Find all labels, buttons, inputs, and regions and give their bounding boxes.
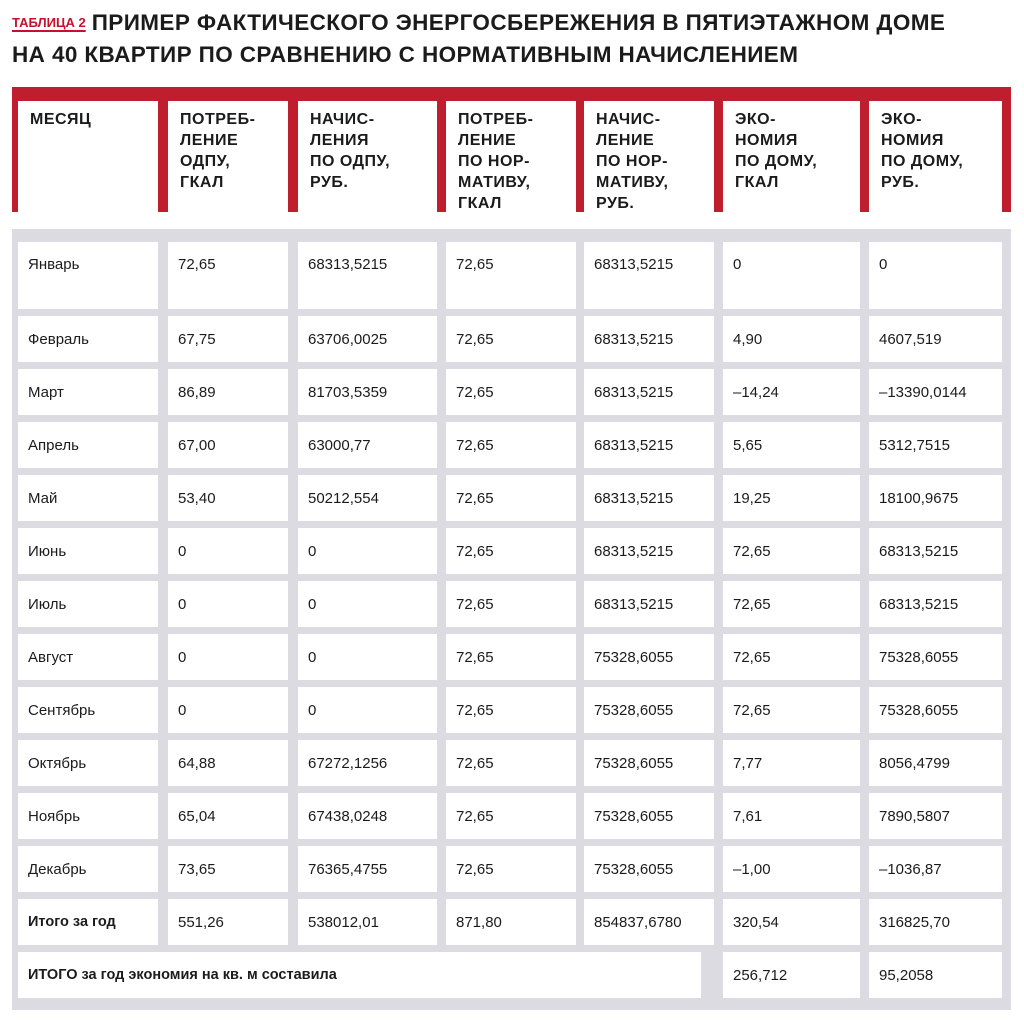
cell-text: 67272,1256 <box>308 755 388 772</box>
cell-text: 72,65 <box>733 649 771 666</box>
cell-text: 0 <box>178 649 187 666</box>
cell-text: 75328,6055 <box>879 702 959 719</box>
cell-text: 0 <box>879 256 888 273</box>
cell-text: 75328,6055 <box>594 808 674 825</box>
cell-text: 72,65 <box>456 755 494 772</box>
column-header-odpu-rub: НАЧИС- ЛЕНИЯ ПО ОДПУ, РУБ. <box>298 101 437 212</box>
table-cell-odpu-rub <box>298 846 437 892</box>
cell-text: Февраль <box>28 331 89 348</box>
table-cell-month <box>18 793 158 839</box>
column-header-saving-gcal: ЭКО- НОМИЯ ПО ДОМУ, ГКАЛ <box>723 101 860 212</box>
table-cell-norm-rub <box>584 687 714 733</box>
table-cell-norm-gcal <box>446 316 576 362</box>
table-cell-saving-gcal <box>723 528 860 574</box>
table-cell-odpu-gcal <box>168 687 288 733</box>
cell-text: 72,65 <box>733 702 771 719</box>
table-cell-saving-rub <box>869 422 1002 468</box>
cell-text: 5312,7515 <box>879 437 950 454</box>
cell-text: 75328,6055 <box>594 861 674 878</box>
summary-label <box>18 952 701 998</box>
title-text-1: ПРИМЕР ФАКТИЧЕСКОГО ЭНЕРГОСБЕРЕЖЕНИЯ В ПЯТИЭТАЖНОМ ДОМЕ <box>91 10 946 35</box>
cell-text: 67438,0248 <box>308 808 388 825</box>
cell-text: Август <box>28 649 74 666</box>
table-cell-saving-gcal <box>723 369 860 415</box>
cell-text: 72,65 <box>456 331 494 348</box>
table-cell-odpu-gcal <box>168 422 288 468</box>
cell-text: 871,80 <box>456 914 502 931</box>
table-cell-odpu-gcal <box>168 740 288 786</box>
cell-text: 0 <box>178 543 187 560</box>
cell-text: 4,90 <box>733 331 763 348</box>
cell-text: 4607,519 <box>879 331 942 348</box>
table-cell-saving-rub <box>869 369 1002 415</box>
table-cell-norm-rub <box>584 316 714 362</box>
table-cell-saving-rub <box>869 528 1002 574</box>
table-cell-norm-gcal <box>446 422 576 468</box>
cell-text: 8056,4799 <box>879 755 950 772</box>
table-cell-odpu-gcal <box>168 846 288 892</box>
table-cell-odpu-rub <box>298 581 437 627</box>
cell-text: 75328,6055 <box>594 755 674 772</box>
total-cell-saving-gcal <box>723 899 860 945</box>
cell-text: 72,65 <box>456 596 494 613</box>
cell-text: 86,89 <box>178 384 216 401</box>
column-header-odpu-gcal: ПОТРЕБ- ЛЕНИЕ ОДПУ, ГКАЛ <box>168 101 288 212</box>
cell-text: 0 <box>308 596 317 613</box>
table-label: ТАБЛИЦА 2 <box>12 15 86 30</box>
cell-text: 19,25 <box>733 490 771 507</box>
table-cell-saving-rub <box>869 475 1002 521</box>
table-cell-odpu-gcal <box>168 475 288 521</box>
cell-text: 81703,5359 <box>308 384 388 401</box>
cell-text: Январь <box>28 256 80 273</box>
cell-text: 95,2058 <box>879 967 934 984</box>
table-cell-odpu-gcal <box>168 242 288 309</box>
cell-text: 72,65 <box>456 702 494 719</box>
table-cell-norm-rub <box>584 528 714 574</box>
table-cell-odpu-rub <box>298 422 437 468</box>
table-cell-odpu-rub <box>298 793 437 839</box>
cell-text: 72,65 <box>456 490 494 507</box>
total-cell-month <box>18 899 158 945</box>
table-cell-saving-rub <box>869 793 1002 839</box>
table-cell-month <box>18 846 158 892</box>
cell-text: Июнь <box>28 543 67 560</box>
cell-text: 538012,01 <box>308 914 379 931</box>
table-cell-odpu-rub <box>298 528 437 574</box>
table-cell-month <box>18 634 158 680</box>
table-cell-odpu-gcal <box>168 528 288 574</box>
cell-text: 68313,5215 <box>594 490 674 507</box>
cell-text: 75328,6055 <box>594 702 674 719</box>
cell-text: 854837,6780 <box>594 914 682 931</box>
table-cell-odpu-rub <box>298 740 437 786</box>
summary-rub <box>869 952 1002 998</box>
cell-text: 320,54 <box>733 914 779 931</box>
table-cell-odpu-gcal <box>168 634 288 680</box>
cell-text: 7,77 <box>733 755 763 772</box>
cell-text: 68313,5215 <box>879 596 959 613</box>
table-cell-norm-rub <box>584 846 714 892</box>
total-cell-odpu-rub <box>298 899 437 945</box>
table-cell-norm-gcal <box>446 369 576 415</box>
table-cell-norm-rub <box>584 242 714 309</box>
cell-text: 68313,5215 <box>308 256 388 273</box>
total-cell-norm-gcal <box>446 899 576 945</box>
cell-text: 72,65 <box>456 543 494 560</box>
cell-text: 5,65 <box>733 437 763 454</box>
cell-text: 68313,5215 <box>594 331 674 348</box>
table-cell-saving-gcal <box>723 740 860 786</box>
cell-text: 76365,4755 <box>308 861 388 878</box>
table-cell-norm-rub <box>584 422 714 468</box>
cell-text: 0 <box>733 256 742 273</box>
cell-text: 0 <box>308 649 317 666</box>
cell-text: 68313,5215 <box>594 437 674 454</box>
cell-text: 0 <box>178 596 187 613</box>
table-cell-saving-gcal <box>723 316 860 362</box>
table-cell-month <box>18 528 158 574</box>
cell-text: 0 <box>178 702 187 719</box>
table-cell-odpu-rub <box>298 369 437 415</box>
cell-text: 75328,6055 <box>594 649 674 666</box>
table-cell-odpu-rub <box>298 475 437 521</box>
table-cell-norm-gcal <box>446 475 576 521</box>
table-cell-month <box>18 369 158 415</box>
cell-text: 53,40 <box>178 490 216 507</box>
cell-text: Декабрь <box>28 861 87 878</box>
cell-text: 256,712 <box>733 967 788 984</box>
table-cell-saving-gcal <box>723 422 860 468</box>
cell-text: Май <box>28 490 58 507</box>
cell-text: 7,61 <box>733 808 763 825</box>
cell-text: 72,65 <box>733 596 771 613</box>
table-cell-norm-rub <box>584 369 714 415</box>
table-cell-norm-gcal <box>446 740 576 786</box>
table-cell-saving-rub <box>869 581 1002 627</box>
table-cell-month <box>18 687 158 733</box>
cell-text: Апрель <box>28 437 79 454</box>
cell-text: 64,88 <box>178 755 216 772</box>
cell-text: 72,65 <box>456 437 494 454</box>
cell-text: 72,65 <box>456 808 494 825</box>
table-cell-norm-rub <box>584 634 714 680</box>
table-cell-odpu-gcal <box>168 581 288 627</box>
cell-text: –14,24 <box>733 384 779 401</box>
table-cell-saving-gcal <box>723 581 860 627</box>
cell-text: –1036,87 <box>879 861 942 878</box>
cell-text: Март <box>28 384 64 401</box>
table-cell-odpu-gcal <box>168 369 288 415</box>
table-cell-month <box>18 422 158 468</box>
cell-text: 67,00 <box>178 437 216 454</box>
cell-text: 551,26 <box>178 914 224 931</box>
table-cell-norm-gcal <box>446 846 576 892</box>
table-cell-month <box>18 242 158 309</box>
cell-text: 68313,5215 <box>594 384 674 401</box>
table-cell-saving-rub <box>869 242 1002 309</box>
cell-text: 63000,77 <box>308 437 371 454</box>
table-cell-saving-gcal <box>723 475 860 521</box>
cell-text: Сентябрь <box>28 702 96 719</box>
cell-text: Итого за год <box>28 914 116 930</box>
table-cell-month <box>18 581 158 627</box>
cell-text: 72,65 <box>456 649 494 666</box>
table-cell-norm-gcal <box>446 634 576 680</box>
table-cell-norm-rub <box>584 740 714 786</box>
cell-text: 68313,5215 <box>879 543 959 560</box>
table-cell-month <box>18 316 158 362</box>
table-cell-odpu-rub <box>298 634 437 680</box>
cell-text: –13390,0144 <box>879 384 967 401</box>
cell-text: Октябрь <box>28 755 87 772</box>
table-cell-norm-gcal <box>446 687 576 733</box>
title-line-2: НА 40 КВАРТИР ПО СРАВНЕНИЮ С НОРМАТИВНЫМ НАЧИСЛЕНИЕМ <box>12 42 799 67</box>
total-cell-odpu-gcal <box>168 899 288 945</box>
cell-text: 7890,5807 <box>879 808 950 825</box>
cell-text: 0 <box>308 702 317 719</box>
table-cell-saving-gcal <box>723 242 860 309</box>
cell-text: 75328,6055 <box>879 649 959 666</box>
table-cell-odpu-rub <box>298 316 437 362</box>
cell-text: 73,65 <box>178 861 216 878</box>
total-cell-saving-rub <box>869 899 1002 945</box>
table-cell-norm-gcal <box>446 242 576 309</box>
table-cell-saving-gcal <box>723 846 860 892</box>
cell-text: 63706,0025 <box>308 331 388 348</box>
cell-text: 316825,70 <box>879 914 950 931</box>
table-cell-norm-rub <box>584 475 714 521</box>
table-cell-norm-rub <box>584 581 714 627</box>
cell-text: Июль <box>28 596 67 613</box>
cell-text: 72,65 <box>456 861 494 878</box>
table-cell-month <box>18 740 158 786</box>
cell-text: 68313,5215 <box>594 256 674 273</box>
table-cell-month <box>18 475 158 521</box>
table-cell-odpu-gcal <box>168 793 288 839</box>
column-header-saving-rub: ЭКО- НОМИЯ ПО ДОМУ, РУБ. <box>869 101 1002 212</box>
table-cell-saving-rub <box>869 634 1002 680</box>
column-header-month: МЕСЯЦ <box>18 101 158 212</box>
cell-text: 72,65 <box>456 256 494 273</box>
table-cell-odpu-rub <box>298 687 437 733</box>
table-cell-saving-gcal <box>723 634 860 680</box>
table-cell-odpu-rub <box>298 242 437 309</box>
table-cell-saving-gcal <box>723 687 860 733</box>
table-cell-saving-rub <box>869 740 1002 786</box>
table-cell-norm-gcal <box>446 581 576 627</box>
column-header-norm-rub: НАЧИС- ЛЕНИЕ ПО НОР- МАТИВУ, РУБ. <box>584 101 714 212</box>
table-cell-odpu-gcal <box>168 316 288 362</box>
cell-text: 72,65 <box>733 543 771 560</box>
total-cell-norm-rub <box>584 899 714 945</box>
cell-text: 18100,9675 <box>879 490 959 507</box>
cell-text: ИТОГО за год экономия на кв. м составила <box>28 967 337 983</box>
title-line-1 <box>12 8 1012 40</box>
cell-text: 67,75 <box>178 331 216 348</box>
cell-text: 50212,554 <box>308 490 379 507</box>
table-cell-norm-gcal <box>446 793 576 839</box>
cell-text: 72,65 <box>456 384 494 401</box>
table-title <box>12 8 1012 69</box>
table-cell-saving-rub <box>869 687 1002 733</box>
table-cell-saving-rub <box>869 846 1002 892</box>
column-header-norm-gcal: ПОТРЕБ- ЛЕНИЕ ПО НОР- МАТИВУ, ГКАЛ <box>446 101 576 212</box>
table-cell-saving-gcal <box>723 793 860 839</box>
table-cell-norm-gcal <box>446 528 576 574</box>
cell-text: 72,65 <box>178 256 216 273</box>
summary-gcal <box>723 952 860 998</box>
cell-text: Ноябрь <box>28 808 81 825</box>
cell-text: –1,00 <box>733 861 771 878</box>
cell-text: 68313,5215 <box>594 543 674 560</box>
table-cell-norm-rub <box>584 793 714 839</box>
table-cell-saving-rub <box>869 316 1002 362</box>
cell-text: 65,04 <box>178 808 216 825</box>
cell-text: 0 <box>308 543 317 560</box>
cell-text: 68313,5215 <box>594 596 674 613</box>
